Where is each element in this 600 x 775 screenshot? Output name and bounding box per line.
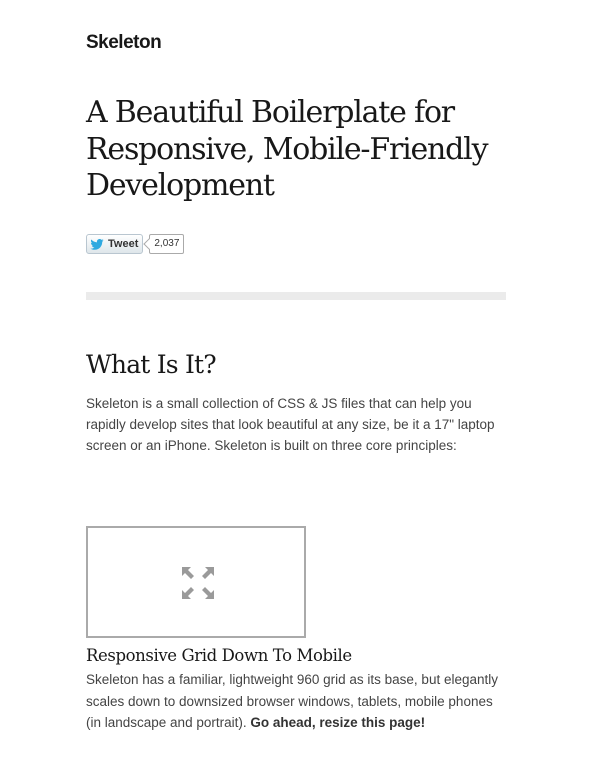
page-title: A Beautiful Boilerplate for Responsive, Mobile-Friendly Development (86, 95, 488, 203)
site-logo[interactable]: Skeleton (86, 32, 162, 53)
feature-cta: Go ahead, resize this page! (250, 715, 426, 730)
section-divider (86, 292, 506, 300)
expand-arrows-icon (182, 567, 214, 599)
feature-image-placeholder (86, 526, 306, 638)
feature-description (86, 669, 506, 734)
feature-description-text: Skeleton has a familiar, lightweight 960 grid as its base, but elegantly scales down to downsized browser windows, tablets, mobile phones (in landscape and portrait). (86, 672, 498, 730)
section-heading: What Is It? (86, 350, 216, 379)
twitter-bird-icon (90, 239, 104, 250)
section-description: Skeleton is a small collection of CSS & JS files that can help you rapidly develop sites that look beautiful at any size, be it a 17" laptop screen or an iPhone. Skeleton is built on three core principles: (86, 396, 495, 453)
tweet-button[interactable] (86, 234, 143, 254)
tweet-count[interactable]: 2,037 (149, 234, 184, 254)
tweet-widget (86, 234, 184, 254)
feature-heading: Responsive Grid Down To Mobile (86, 646, 352, 665)
tweet-label: Tweet (108, 238, 139, 250)
